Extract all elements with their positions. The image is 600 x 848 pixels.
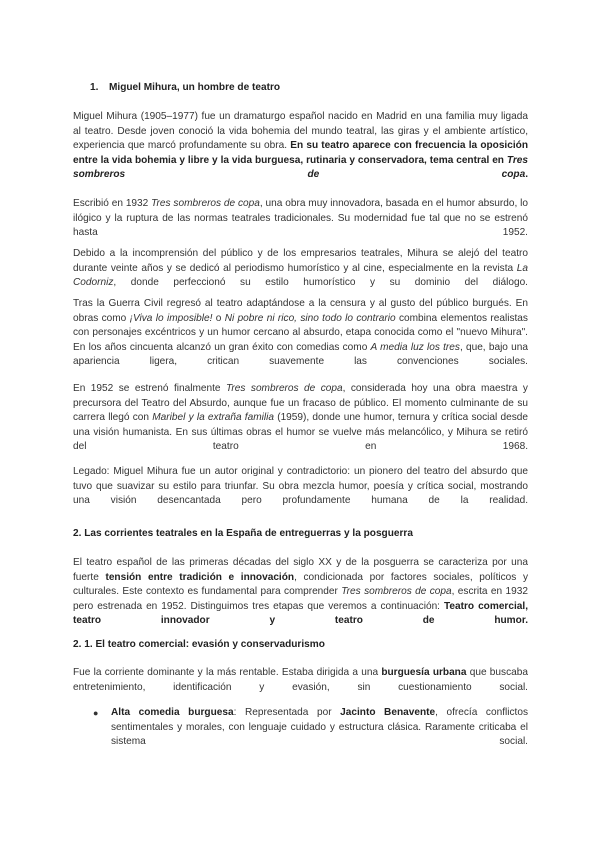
paragraph-nuevo-mihura [73,297,528,385]
text-run: Miguel Mihura (1905–1977) fue un dramaturgo español nacido en Madrid en una familia muy ligada al teatro. Desde joven conoció la vida bohemia del mundo teatral, las giras y el ambiente artístico, experiencia que marcó profundamente su obra. [73,111,528,152]
text-run: Debido a la incomprensión del público y de los empresarios teatrales, Mihura se alejó del teatro durante veinte años y se dedicó al periodismo humorístico y al cine, especialmente en la revista [73,248,528,274]
text-run: : Representada por [233,707,341,718]
section-2-1-heading: 2. 1. El teatro comercial: evasión y conservadurismo [73,639,325,650]
paragraph-legado [73,465,528,523]
text-run: , considerada hoy una obra maestra y precursora del Teatro del Absurdo, aunque fue un fracaso de público. El momento culminante de su carrera llegó con [73,383,528,424]
paragraph-tension-tradicion [73,556,528,644]
bold-run: tensión entre tradición e innovación [105,571,295,583]
text-run: , condicionada por factores sociales, políticos y culturales. Este contexto es fundamental para comprender [73,571,528,598]
bold-run: Teatro comercial, teatro innovador y teatro de humor. [73,600,529,627]
section-2-heading: 2. Las corrientes teatrales en la España de entreguerras y la posguerra [73,528,413,539]
section-1-heading [73,81,528,96]
italic-run: Tres sombreros de copa [341,586,452,598]
bold-italic-run: Tres sombreros de copa [73,154,528,181]
text-run: Fue la corriente dominante y la más rentable. Estaba dirigida a una [73,667,382,678]
italic-run: La Codorniz [73,262,528,289]
bold-run: burguesía urbana [381,667,467,678]
bold-run: Alta comedia burguesa [111,707,234,718]
text-run: , escrita en 1932 pero estrenada en 1952. Distinguimos tres etapas que veremos a continuación: [73,586,528,612]
bold-run: En su teatro aparece con frecuencia la oposición entre la vida bohemia y libre y la vida burguesa, rutinaria y conservadora, tema central en [73,140,528,166]
italic-run: Ni pobre ni rico, sino todo lo contrario [224,312,396,324]
italic-run: Tres sombreros de copa [151,198,260,209]
text-run: o [212,312,225,324]
italic-run: ¡Viva lo imposible! [129,312,213,324]
paragraph-mihura-bio [73,110,528,198]
italic-run: Tres sombreros de copa [226,383,343,394]
text-run: , que, bajo una apariencia ligera, critican suavemente las convenciones sociales. [73,341,528,368]
list-item-alta-comedia [73,706,528,764]
list-item-text [111,706,528,764]
text-run: , ofrecía conflictos sentimentales y morales, con lenguaje cuidado y estructura clásica. Raramente criticaba el sistema social. [111,707,528,748]
bold-run: Jacinto Benavente [340,707,436,718]
text-run: (1959), donde une humor, ternura y crítica social desde una visión humanista. En sus últimas obras el humor se vuelve más melancólico, y Mihura se retiró del teatro en 1968. [73,412,528,453]
bold-run: . [525,169,528,181]
text-run: El teatro español de las primeras décadas del siglo XX y de la posguerra se caracteriza por una fuerte [73,557,528,583]
section-1-number: 1. [90,82,99,93]
italic-run: A media luz los tres [370,341,460,353]
text-run: , donde perfeccionó su estilo humorístico y su dominio del diálogo. [113,277,528,289]
text-run: , una obra muy innovadora, basada en el humor absurdo, lo ilógico y la ruptura de las normas teatrales tradicionales. Su modernidad fue tal que no se estrenó hasta 1952. [73,198,528,239]
bullet-icon: ● [93,708,99,718]
paragraph-estreno-1952 [73,382,528,470]
text-run: Tras la Guerra Civil regresó al teatro adaptándose a la censura y al gusto del público burgués. En obras como [73,298,528,324]
text-run: que buscaba entretenimiento, identificación y evasión, sin cuestionamiento social. [73,667,528,693]
paragraph-corriente-dominante [73,666,528,710]
text-run: En 1952 se estrenó finalmente [73,383,226,394]
text-run: Escribió en 1932 [73,198,152,209]
section-1-title: Miguel Mihura, un hombre de teatro [109,82,281,93]
text-run: Legado: Miguel Mihura fue un autor original y contradictorio: un pionero del teatro del absurdo que tuvo que suavizar su estilo para triunfar. Su obra mezcla humor, poesía y crítica social, mostrando una visión desencantada pero profundamente humana de la realidad. [73,466,528,507]
italic-run: Maribel y la extraña familia [152,412,274,424]
text-run: combina elementos realistas con personajes excéntricos y un humor cercano al absurdo, etapa conocida como el "nuevo Mihura". En los años cincuenta alcanzó un gran éxito con comedias como [73,312,528,353]
